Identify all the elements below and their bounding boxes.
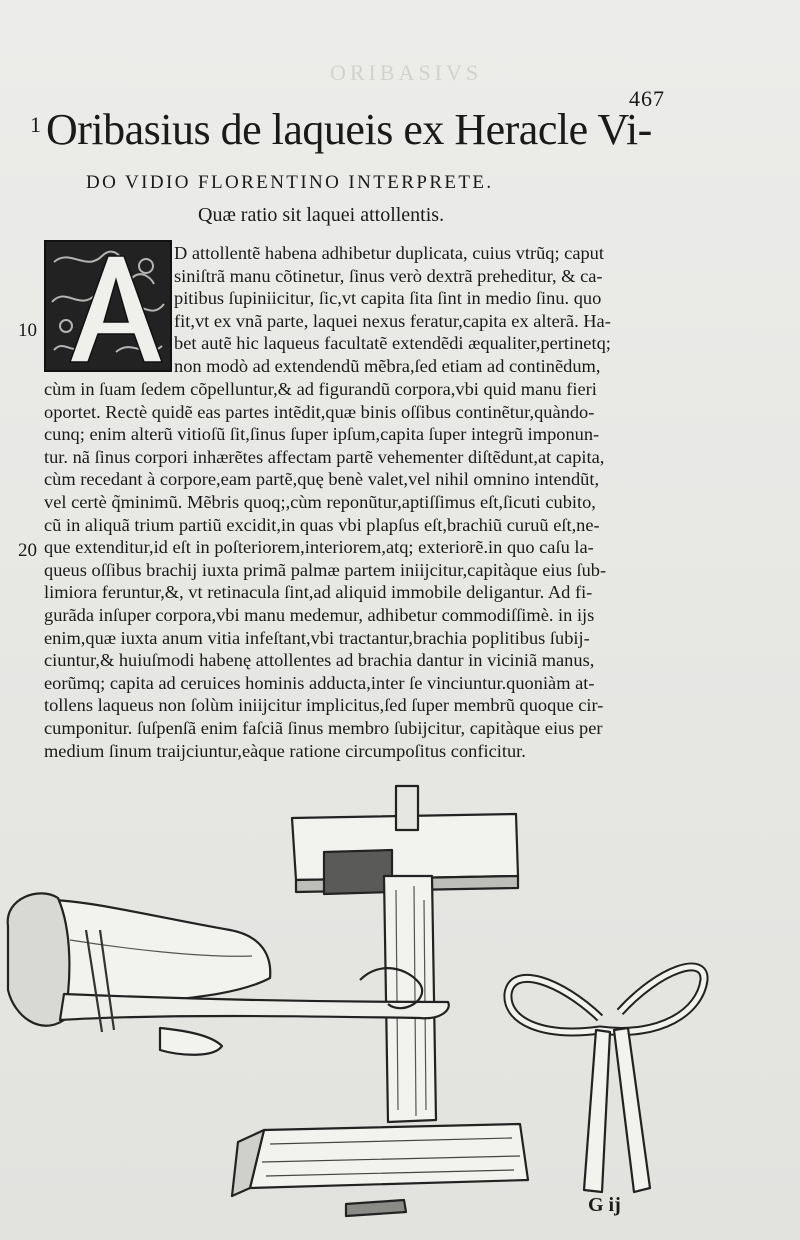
text-line: queus oſſibus brachij iuxta primã palmæ partem iniijcitur,capitàque eius ſub- [44,559,607,580]
body-paragraph-indented [44,242,660,378]
text-line: enim,quæ iuxta anum vitia infeſtant,vbi tractantur,brachia poplitibus ſubij- [44,627,590,648]
text-line: cùm recedant à corpore,eam partẽ,quę benè valet,vel nihil omnino intendũt, [44,469,600,490]
text-line: pitibus ſupiniicitur, ſic,vt capita ſita ſint in medio ſinu. quo [174,288,602,309]
text-line: tur. nã ſinus corpori inhærẽtes affectam partẽ vehementer diſtẽdunt,at capita, [44,446,605,467]
line-number: 20 [18,540,37,561]
title-marker: 1 [30,112,41,137]
text-line: limiora feruntur,&, vt retinacula ſint,ad aliquid immobile deligantur. Ad fi- [44,582,593,603]
text-line: bet autẽ hic laqueus facultatẽ extendẽdi æqualiter,pertinetq; [174,333,611,354]
text-line: fit,vt ex vnã parte, laquei nexus feratur,capita ex alterã. Ha- [174,310,611,331]
text-line: que extenditur,id eſt in poſteriorem,interiorem,atq; exteriorẽ.in quo caſu la- [44,537,594,558]
body-paragraph [44,378,660,762]
text-line: cunq; enim alterũ vitioſũ ſit,ſinus ſuper ipſum,capita ſuper integrũ imponun- [44,424,600,445]
text-line: tollens laqueus non ſolùm iniijcitur implicitus,ſed ſuper membrũ quoque cir- [44,695,604,716]
text-line: cumponitur. ſuſpenſã enim faſciã ſinus membro ſubijcitur, capitàque eius per [44,717,603,738]
text-line: non modò ad extendendũ mẽbra,ſed etiam ad continẽdum, [174,355,601,376]
text-line: gurãda inſuper corpora,vbi manu medemur, adhibetur commodiſſimè. in ijs [44,604,595,625]
text-line: cùm in ſuam ſedem cõpelluntur,& ad figurandũ corpora,vbi quid manu fieri [44,379,597,399]
page-title: Oribasius de laqueis ex Heracle Vi- [46,105,652,154]
section-heading: Quæ ratio sit laquei attollentis. [198,204,445,226]
signature-mark: G ij [588,1194,621,1216]
text-line: cũ in aliquã trium partiũ excidit,in quas vbi plapſus eſt,brachiũ curuũ eſt,ne- [44,514,600,535]
text-line: D attollentẽ habena adhibetur duplicata, cuius vtrũq; caput [174,243,604,263]
text-line: eorũmq; capita ad ceruices hominis adducta,inter ſe vinciuntur.quoniàm at- [44,672,595,693]
page-subtitle: DO VIDIO FLORENTINO INTERPRETE. [86,172,494,193]
woodcut-illustration [0,780,800,1240]
text-line: medium ſinum traijciuntur,eàque ratione circumpoſitus conficitur. [44,740,526,761]
text-line: oportet. Rectè quidẽ eas partes intẽdit,quæ binis oſſibus continẽtur,quàndo- [44,401,595,422]
bleed-through-header: ORIBASIVS [330,60,483,85]
text-line: siniſtrã manu cõtinetur, ſinus verò dextrã preheditur, & ca- [174,265,603,286]
line-number: 10 [18,320,37,341]
page-number: 467 [629,86,665,111]
text-line: vel certè q̃minimũ. Mẽbris quoq;,cùm reponũtur,aptiſſimus eſt,ſicuti cubito, [44,491,596,512]
text-line: ciuntur,& huiuſmodi habenę attollentes ad brachia dantur in viciniã manus, [44,650,595,671]
